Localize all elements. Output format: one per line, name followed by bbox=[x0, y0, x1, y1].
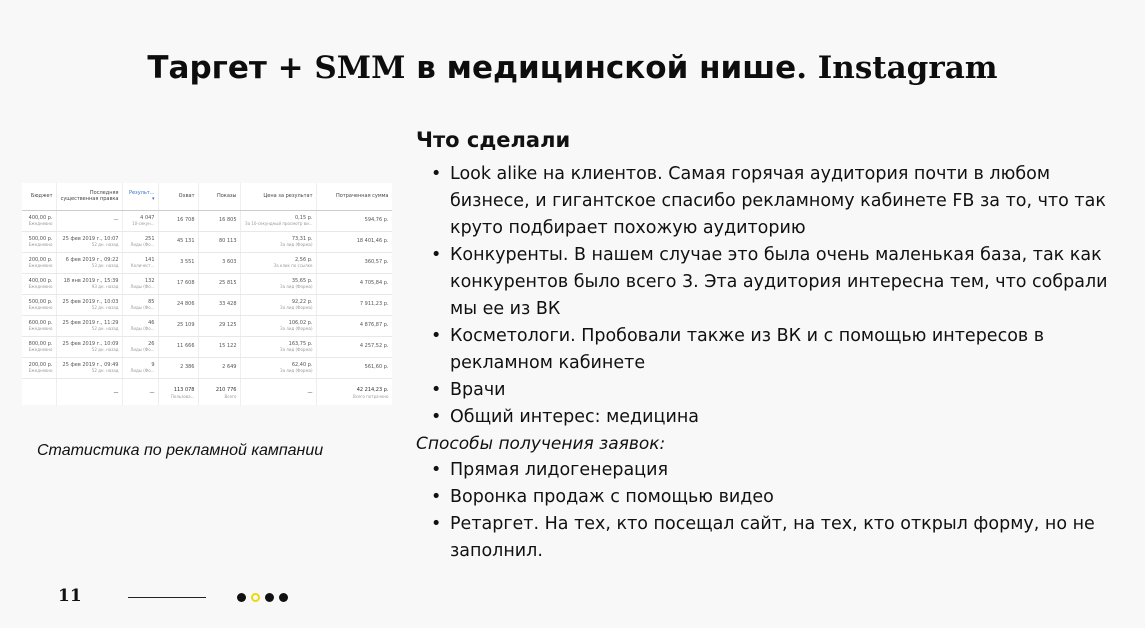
cell-subvalue: За лид (Форма) bbox=[280, 326, 313, 332]
cell-subvalue: За лид (Форма) bbox=[280, 347, 313, 353]
table-cell-reach bbox=[158, 315, 198, 336]
list-item: • Общий интерес: медицина bbox=[416, 404, 1116, 431]
table-cell-edit bbox=[56, 315, 122, 336]
title-part-2: SMM bbox=[314, 50, 406, 86]
pager-dot[interactable] bbox=[279, 593, 288, 602]
cell-value: 3 551 bbox=[180, 259, 195, 266]
section-heading: Что сделали bbox=[416, 128, 571, 152]
cell-value: 500,00 р. bbox=[28, 298, 53, 305]
table-cell-impressions bbox=[198, 315, 240, 336]
table-row[interactable] bbox=[22, 210, 392, 231]
table-cell-budget bbox=[22, 273, 56, 294]
table-cell-impressions bbox=[198, 357, 240, 378]
table-row[interactable] bbox=[22, 252, 392, 273]
cell-value: 2 649 bbox=[222, 364, 237, 371]
cell-value: 360,57 р. bbox=[364, 259, 389, 266]
column-header-cost-per-result[interactable]: Цена за результат bbox=[240, 183, 316, 210]
table-cell-budget bbox=[22, 378, 56, 405]
cell-value: 42 214,23 р. bbox=[356, 387, 389, 394]
table-cell-impressions bbox=[198, 336, 240, 357]
table-row[interactable] bbox=[22, 357, 392, 378]
table-cell-budget bbox=[22, 231, 56, 252]
cell-value: 3 603 bbox=[222, 259, 237, 266]
slide-title bbox=[0, 50, 1145, 86]
table-cell-budget bbox=[22, 357, 56, 378]
table-cell-budget bbox=[22, 315, 56, 336]
table-cell-price bbox=[240, 231, 316, 252]
cell-value: 600,00 р. bbox=[28, 319, 53, 326]
table-cell-spent bbox=[316, 210, 392, 231]
column-header-last-edit[interactable]: Последняя существенная правка bbox=[56, 183, 122, 210]
cell-value: 18 401,46 р. bbox=[356, 238, 389, 245]
table-cell-budget bbox=[22, 210, 56, 231]
table-total-row bbox=[22, 378, 392, 405]
cell-subvalue: Пользова... bbox=[170, 393, 195, 399]
list-item: • Ретаргет. На тех, кто посещал сайт, на тех, кто открыл форму, но не заполнил. bbox=[416, 511, 1116, 565]
list-item: • Воронка продаж с помощью видео bbox=[416, 484, 1116, 511]
audiences-list bbox=[416, 161, 1116, 431]
table-cell-result bbox=[122, 294, 158, 315]
column-header-budget[interactable]: Бюджет bbox=[22, 183, 56, 210]
list-item: • Прямая лидогенерация bbox=[416, 457, 1116, 484]
table-cell-reach bbox=[158, 231, 198, 252]
table-caption: Статистика по рекламной кампании bbox=[37, 442, 324, 459]
table-cell-reach bbox=[158, 336, 198, 357]
list-item: • Косметологи. Пробовали также из ВК и с помощью интересов в рекламном кабинете bbox=[416, 323, 1116, 377]
cell-value: 17 608 bbox=[177, 280, 195, 287]
cell-value: 800,00 р. bbox=[28, 340, 53, 347]
cell-subvalue: За лид (Форма) bbox=[280, 368, 313, 374]
cell-value: 11 666 bbox=[177, 343, 195, 350]
cell-value: 200,00 р. bbox=[28, 361, 53, 368]
table-cell-price bbox=[240, 357, 316, 378]
cell-value: — bbox=[113, 217, 119, 224]
table-cell-reach bbox=[158, 273, 198, 294]
cell-value: 163,75 р. bbox=[288, 340, 313, 347]
cell-value: 35,65 р. bbox=[291, 277, 313, 284]
cell-value: 594,76 р. bbox=[364, 217, 389, 224]
cell-value: — bbox=[149, 390, 155, 396]
table-row[interactable] bbox=[22, 294, 392, 315]
methods-list bbox=[416, 457, 1116, 565]
cell-subvalue: Ежедневно bbox=[28, 326, 53, 332]
table-cell-edit bbox=[56, 231, 122, 252]
table-cell-budget bbox=[22, 336, 56, 357]
cell-subvalue: 10-секун... bbox=[132, 221, 155, 227]
table-cell-price bbox=[240, 252, 316, 273]
title-part-4: . Instagram bbox=[796, 50, 998, 86]
table-cell-spent bbox=[316, 273, 392, 294]
cell-value: 9 bbox=[151, 361, 155, 368]
list-item: • Врачи bbox=[416, 377, 1116, 404]
methods-heading: Способы получения заявок: bbox=[416, 434, 666, 454]
cell-subvalue: Ежедневно bbox=[28, 263, 53, 269]
cell-value: 24 806 bbox=[177, 301, 195, 308]
table-cell-impressions bbox=[198, 231, 240, 252]
cell-value: 2 386 bbox=[180, 364, 195, 371]
cell-value: 4 876,87 р. bbox=[359, 322, 389, 329]
table-cell-edit bbox=[56, 294, 122, 315]
cell-value: 106,02 р. bbox=[288, 319, 313, 326]
cell-value: 4 257,52 р. bbox=[359, 343, 389, 350]
cell-subvalue: Ежедневно bbox=[28, 242, 53, 248]
table-cell-spent bbox=[316, 357, 392, 378]
table-cell-impressions bbox=[198, 210, 240, 231]
cell-value: 92,22 р. bbox=[291, 298, 313, 305]
cell-value: 200,00 р. bbox=[28, 256, 53, 263]
column-header-amount-spent[interactable]: Потраченная сумма bbox=[316, 183, 392, 210]
cell-value: 16 805 bbox=[219, 217, 237, 224]
cell-subvalue: 52 дн. назад bbox=[91, 305, 119, 311]
cell-value: 25 109 bbox=[177, 322, 195, 329]
cell-subvalue: 53 дн. назад bbox=[91, 263, 119, 269]
table-row[interactable] bbox=[22, 231, 392, 252]
cell-subvalue: За лид (Форма) bbox=[280, 305, 313, 311]
cell-value: 6 фев 2019 г., 09:22 bbox=[65, 256, 119, 263]
table-cell-budget bbox=[22, 252, 56, 273]
table-cell-result bbox=[122, 315, 158, 336]
cell-value: 15 122 bbox=[219, 343, 237, 350]
cell-value: 45 131 bbox=[177, 238, 195, 245]
cell-value: 85 bbox=[148, 298, 155, 305]
table-cell-result bbox=[122, 252, 158, 273]
table-cell-edit bbox=[56, 357, 122, 378]
table-cell-price bbox=[240, 294, 316, 315]
ad-stats-screenshot bbox=[22, 183, 392, 405]
cell-value: 400,00 р. bbox=[28, 277, 53, 284]
title-part-3: в медицинской нише bbox=[405, 50, 797, 86]
pager-dots bbox=[237, 593, 288, 602]
cell-value: 16 708 bbox=[177, 217, 195, 224]
cell-value: 25 фев 2019 г., 10:07 bbox=[62, 235, 119, 242]
column-header-results[interactable]: Результ... ▾ bbox=[122, 183, 158, 210]
cell-value: 4 047 bbox=[140, 214, 155, 221]
page-number: 11 bbox=[58, 586, 82, 606]
table-cell-reach bbox=[158, 210, 198, 231]
table-cell-price bbox=[240, 336, 316, 357]
footer-divider bbox=[128, 597, 206, 598]
list-item: • Конкуренты. В нашем случае это была очень маленькая база, так как конкурентов было всего 3. Эта аудитория интересна тем, что собрали мы ее из ВК bbox=[416, 242, 1116, 323]
table-cell-reach bbox=[158, 252, 198, 273]
table-cell-result bbox=[122, 273, 158, 294]
cell-subvalue: Лиды (Фо... bbox=[130, 284, 155, 290]
cell-value: 4 705,84 р. bbox=[359, 280, 389, 287]
table-cell-spent bbox=[316, 294, 392, 315]
cell-value: 62,40 р. bbox=[291, 361, 313, 368]
cell-subvalue: Лиды (Фо... bbox=[130, 368, 155, 374]
cell-value: — bbox=[307, 390, 313, 396]
cell-subvalue: За лид (Форма) bbox=[280, 284, 313, 290]
cell-value: 25 815 bbox=[219, 280, 237, 287]
column-header-reach[interactable]: Охват bbox=[158, 183, 198, 210]
table-cell-result bbox=[122, 210, 158, 231]
title-part-1: Таргет + bbox=[147, 50, 315, 86]
cell-value: 210 776 bbox=[215, 387, 237, 394]
cell-subvalue: Количест... bbox=[130, 263, 155, 269]
table-cell-impressions bbox=[198, 252, 240, 273]
table-cell-result bbox=[122, 378, 158, 405]
cell-value: 141 bbox=[144, 256, 155, 263]
cell-subvalue: 52 дн. назад bbox=[91, 368, 119, 374]
table-cell-spent bbox=[316, 378, 392, 405]
cell-subvalue: Всего потрачено bbox=[353, 393, 389, 399]
cell-subvalue: Всего bbox=[224, 393, 237, 399]
table-cell-edit bbox=[56, 336, 122, 357]
pager-dot-active[interactable] bbox=[251, 593, 260, 602]
cell-subvalue: Ежедневно bbox=[28, 368, 53, 374]
table-cell-reach bbox=[158, 378, 198, 405]
cell-value: 26 bbox=[148, 340, 155, 347]
cell-subvalue: Ежедневно bbox=[28, 221, 53, 227]
cell-value: 33 428 bbox=[219, 301, 237, 308]
table-cell-spent bbox=[316, 315, 392, 336]
table-cell-price bbox=[240, 378, 316, 405]
table-cell-spent bbox=[316, 336, 392, 357]
cell-value: 29 125 bbox=[219, 322, 237, 329]
cell-value: 46 bbox=[148, 319, 155, 326]
cell-subvalue: Лиды (Фо... bbox=[130, 347, 155, 353]
table-cell-impressions bbox=[198, 294, 240, 315]
table-row[interactable] bbox=[22, 315, 392, 336]
cell-value: 7 911,23 р. bbox=[359, 301, 389, 308]
pager-dot[interactable] bbox=[237, 593, 246, 602]
table-cell-reach bbox=[158, 294, 198, 315]
table-cell-edit bbox=[56, 210, 122, 231]
cell-subvalue: 93 дн. назад bbox=[91, 284, 119, 290]
cell-value: 251 bbox=[144, 235, 155, 242]
table-cell-result bbox=[122, 231, 158, 252]
cell-subvalue: 52 дн. назад bbox=[91, 347, 119, 353]
cell-subvalue: За лид (Форма) bbox=[280, 242, 313, 248]
cell-value: 500,00 р. bbox=[28, 235, 53, 242]
cell-value: 25 фев 2019 г., 10:09 bbox=[62, 340, 119, 347]
table-cell-reach bbox=[158, 357, 198, 378]
cell-subvalue: 52 дн. назад bbox=[91, 326, 119, 332]
cell-subvalue: Лиды (Фо... bbox=[130, 305, 155, 311]
cell-value: 132 bbox=[144, 277, 155, 284]
cell-value: 73,31 р. bbox=[291, 235, 313, 242]
cell-value: 25 фев 2019 г., 09:49 bbox=[62, 361, 119, 368]
cell-value: 0,15 р. bbox=[295, 214, 313, 221]
content-block bbox=[416, 128, 1116, 565]
table-row[interactable] bbox=[22, 336, 392, 357]
table-cell-result bbox=[122, 336, 158, 357]
cell-subvalue: Ежедневно bbox=[28, 347, 53, 353]
table-header-row bbox=[22, 183, 392, 210]
table-cell-result bbox=[122, 357, 158, 378]
cell-subvalue: Лиды (Фо... bbox=[130, 326, 155, 332]
cell-value: 400,00 р. bbox=[28, 214, 53, 221]
cell-value: 25 фев 2019 г., 11:29 bbox=[62, 319, 119, 326]
ad-stats-table bbox=[22, 183, 392, 405]
column-header-impressions[interactable]: Показы bbox=[198, 183, 240, 210]
table-cell-impressions bbox=[198, 273, 240, 294]
table-cell-edit bbox=[56, 273, 122, 294]
cell-value: 113 078 bbox=[173, 387, 195, 394]
cell-value: — bbox=[113, 390, 119, 396]
pager-dot[interactable] bbox=[265, 593, 274, 602]
table-body bbox=[22, 210, 392, 405]
table-cell-impressions bbox=[198, 378, 240, 405]
table-cell-edit bbox=[56, 252, 122, 273]
cell-value: 80 113 bbox=[219, 238, 237, 245]
table-cell-spent bbox=[316, 231, 392, 252]
table-cell-price bbox=[240, 315, 316, 336]
cell-value: 25 фев 2019 г., 10:03 bbox=[62, 298, 119, 305]
table-cell-edit bbox=[56, 378, 122, 405]
list-item: • Look alike на клиентов. Самая горячая аудитория почти в любом бизнесе, и гигантское спасибо рекламному кабинете FB за то, что так круто подбирает похожую аудиторию bbox=[416, 161, 1116, 242]
cell-value: 2,56 р. bbox=[295, 256, 313, 263]
table-cell-spent bbox=[316, 252, 392, 273]
cell-subvalue: За 10-секундный просмотр ви... bbox=[245, 221, 313, 227]
cell-subvalue: 52 дн. назад bbox=[91, 242, 119, 248]
cell-subvalue: Лиды (Фо... bbox=[130, 242, 155, 248]
table-cell-price bbox=[240, 210, 316, 231]
table-row[interactable] bbox=[22, 273, 392, 294]
table-cell-budget bbox=[22, 294, 56, 315]
cell-subvalue: Ежедневно bbox=[28, 305, 53, 311]
cell-value: 561,60 р. bbox=[364, 364, 389, 371]
table-cell-price bbox=[240, 273, 316, 294]
cell-subvalue: Ежедневно bbox=[28, 284, 53, 290]
cell-value: 18 янв 2019 г., 15:39 bbox=[63, 277, 119, 284]
cell-subvalue: За клик по ссылке bbox=[273, 263, 313, 269]
